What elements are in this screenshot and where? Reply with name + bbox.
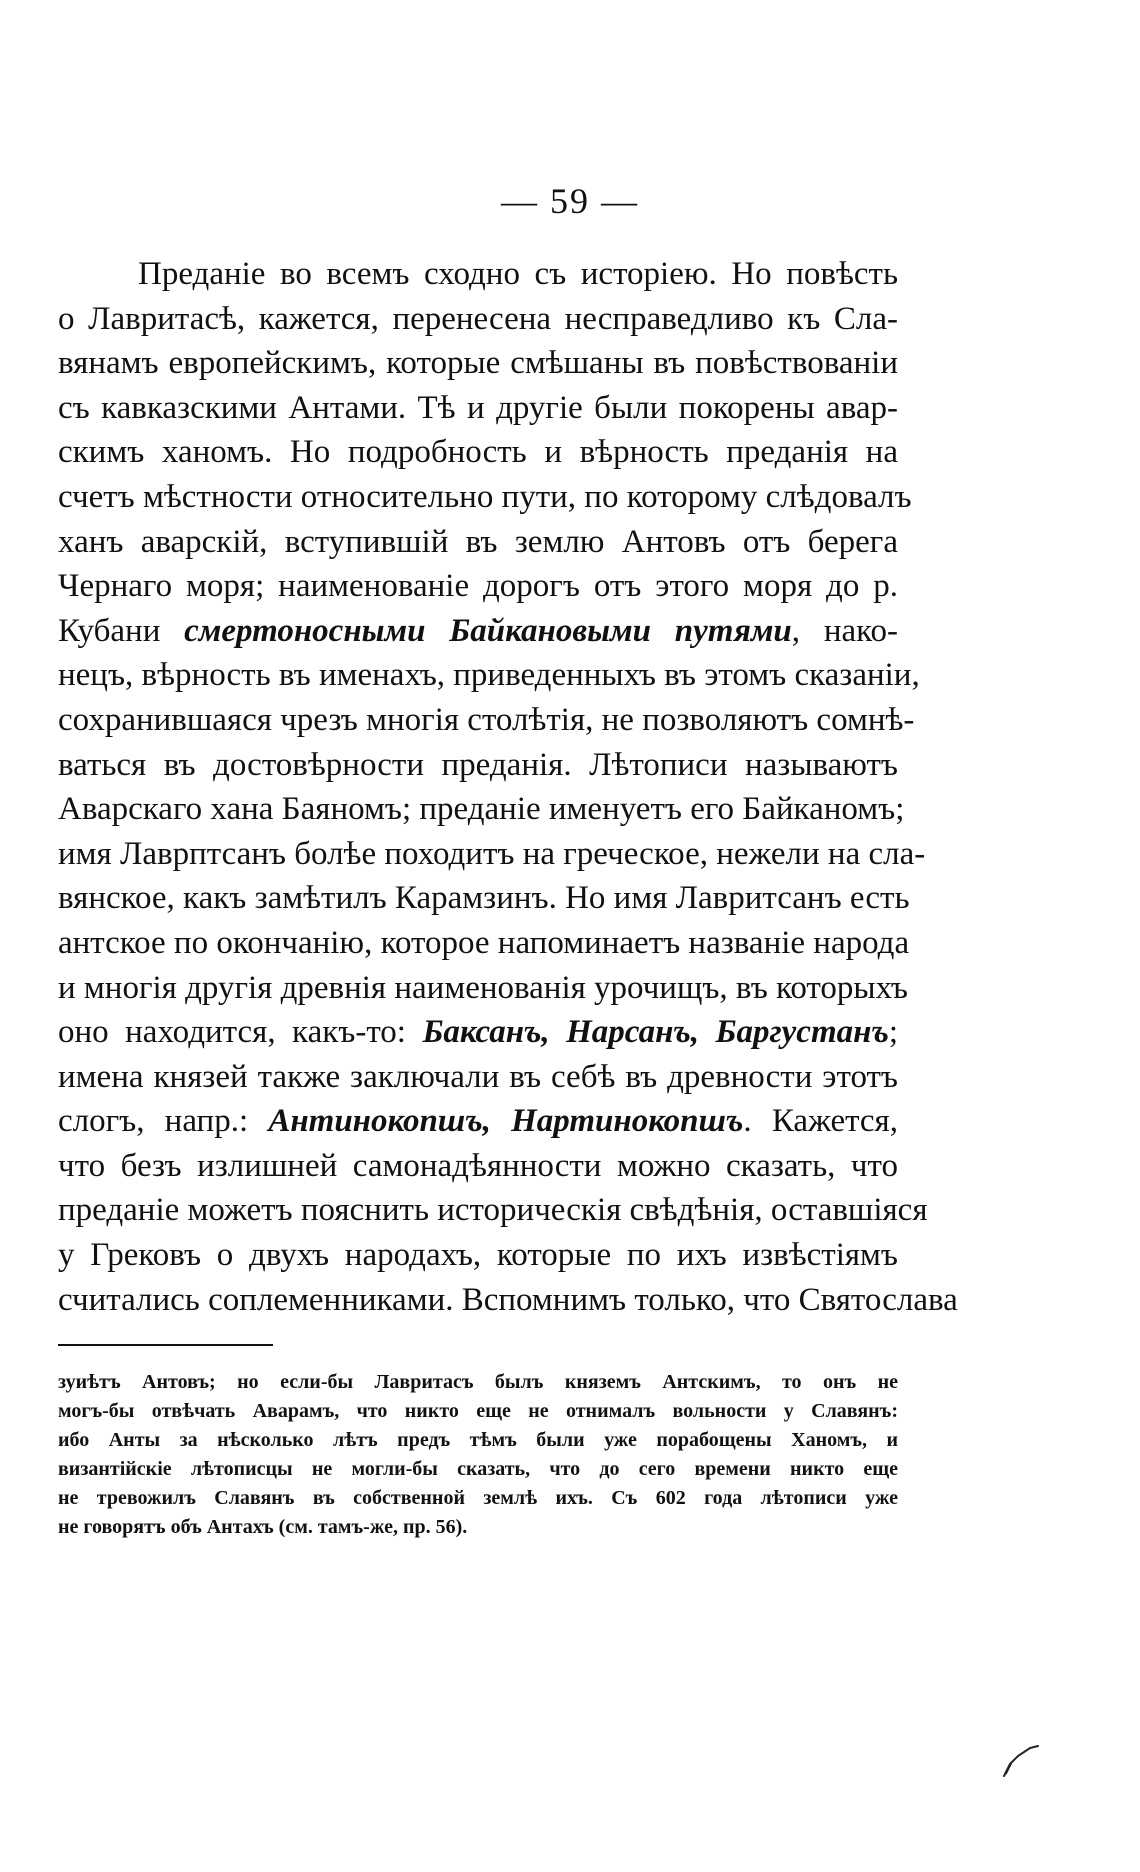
text-line: вянамъ европейскимъ, которые смѣшаны въ повѣствованіи [58,345,898,382]
footnote-line: могъ-бы отвѣчать Аварамъ, что никто еще не отнималъ вольности у Славянъ: [58,1400,898,1422]
text-line: что безъ излишней самонадѣянности можно сказать, что [58,1147,898,1184]
text-line: ханъ аварскій, вступившій въ землю Антовъ отъ берега [58,523,898,560]
italic-phrase: Баксанъ, Нарсанъ, Баргустанъ [422,1014,889,1051]
text-line: вянское, какъ замѣтилъ Карамзинъ. Но имя Лавритсанъ есть [58,880,910,917]
footnote-line: не тревожилъ Славянъ въ собственной землѣ ихъ. Съ 602 года лѣтописи уже [58,1487,898,1509]
text-fragment: Кубани [58,612,185,649]
text-line [58,609,898,654]
text-line: о Лавритасѣ, кажется, перенесена несправедливо къ Сла- [58,300,898,337]
text-fragment: оно находится, какъ-то: [58,1014,423,1051]
main-text [58,252,958,1322]
text-line: Преданіе во всемъ сходно съ исторіею. Но повѣсть [138,256,898,292]
text-line: Аварскаго хана Баяномъ; преданіе именуетъ его Байканомъ; [58,791,905,828]
text-line: антское по окончанію, которое напоминаетъ названіе народа [58,924,910,961]
text-line: нецъ, вѣрность въ именахъ, приведенныхъ въ этомъ сказаніи, [58,657,920,694]
text-line: имя Лаврптсанъ болѣе походитъ на греческое, нежели на сла- [58,835,926,872]
text-line: Чернаго моря; наименованіе дорогъ отъ этого моря до р. [58,568,898,605]
italic-phrase: смертоносными Байкановыми путями [184,612,792,649]
footnote-line: не говорятъ объ Антахъ (см. тамъ-же, пр. 56). [58,1516,468,1538]
text-line: счетъ мѣстности относительно пути, по которому слѣдовалъ [58,478,912,515]
text-fragment: слогъ, напр.: [58,1103,269,1140]
text-line: преданіе можетъ пояснить историческія свѣдѣнія, оставшіяся [58,1192,928,1229]
text-line [58,1010,898,1055]
text-line: сохранившаяся чрезъ многія столѣтія, не позволяютъ сомнѣ- [58,701,915,738]
pencil-mark-icon [1000,1740,1040,1780]
italic-phrase: Антинокопшъ, Нартинокопшъ [268,1103,744,1140]
text-line: и многія другія древнія наименованія урочищъ, въ которыхъ [58,969,908,1006]
text-fragment: , нако- [791,612,898,649]
text-line [58,1099,898,1144]
text-line: съ кавказскими Антами. Тѣ и другіе были покорены авар- [58,389,898,426]
footnote [58,1368,898,1542]
text-line: скимъ ханомъ. Но подробность и вѣрность преданія на [58,434,898,471]
text-fragment: . Кажется, [743,1103,898,1140]
footnote-divider [58,1344,273,1346]
text-line: ваться въ достовѣрности преданія. Лѣтописи называютъ [58,746,898,783]
footnote-line: византійскіе лѣтописцы не могли-бы сказать, что до сего времени никто еще [58,1458,898,1480]
text-fragment: ; [888,1014,899,1051]
footnote-line: зуиѣтъ Антовъ; но если-бы Лавритасъ былъ княземъ Антскимъ, то онъ не [58,1371,898,1393]
text-line: у Грековъ о двухъ народахъ, которые по ихъ извѣстіямъ [58,1237,898,1274]
footnote-line: ибо Анты за нѣсколько лѣтъ предъ тѣмъ были уже порабощены Ханомъ, и [58,1429,898,1451]
text-line: имена князей также заключали въ себѣ въ древности этотъ [58,1058,898,1095]
text-line: считались соплеменниками. Вспомнимъ только, что Святослава [58,1281,958,1318]
page-number: — 59 — [501,181,639,221]
